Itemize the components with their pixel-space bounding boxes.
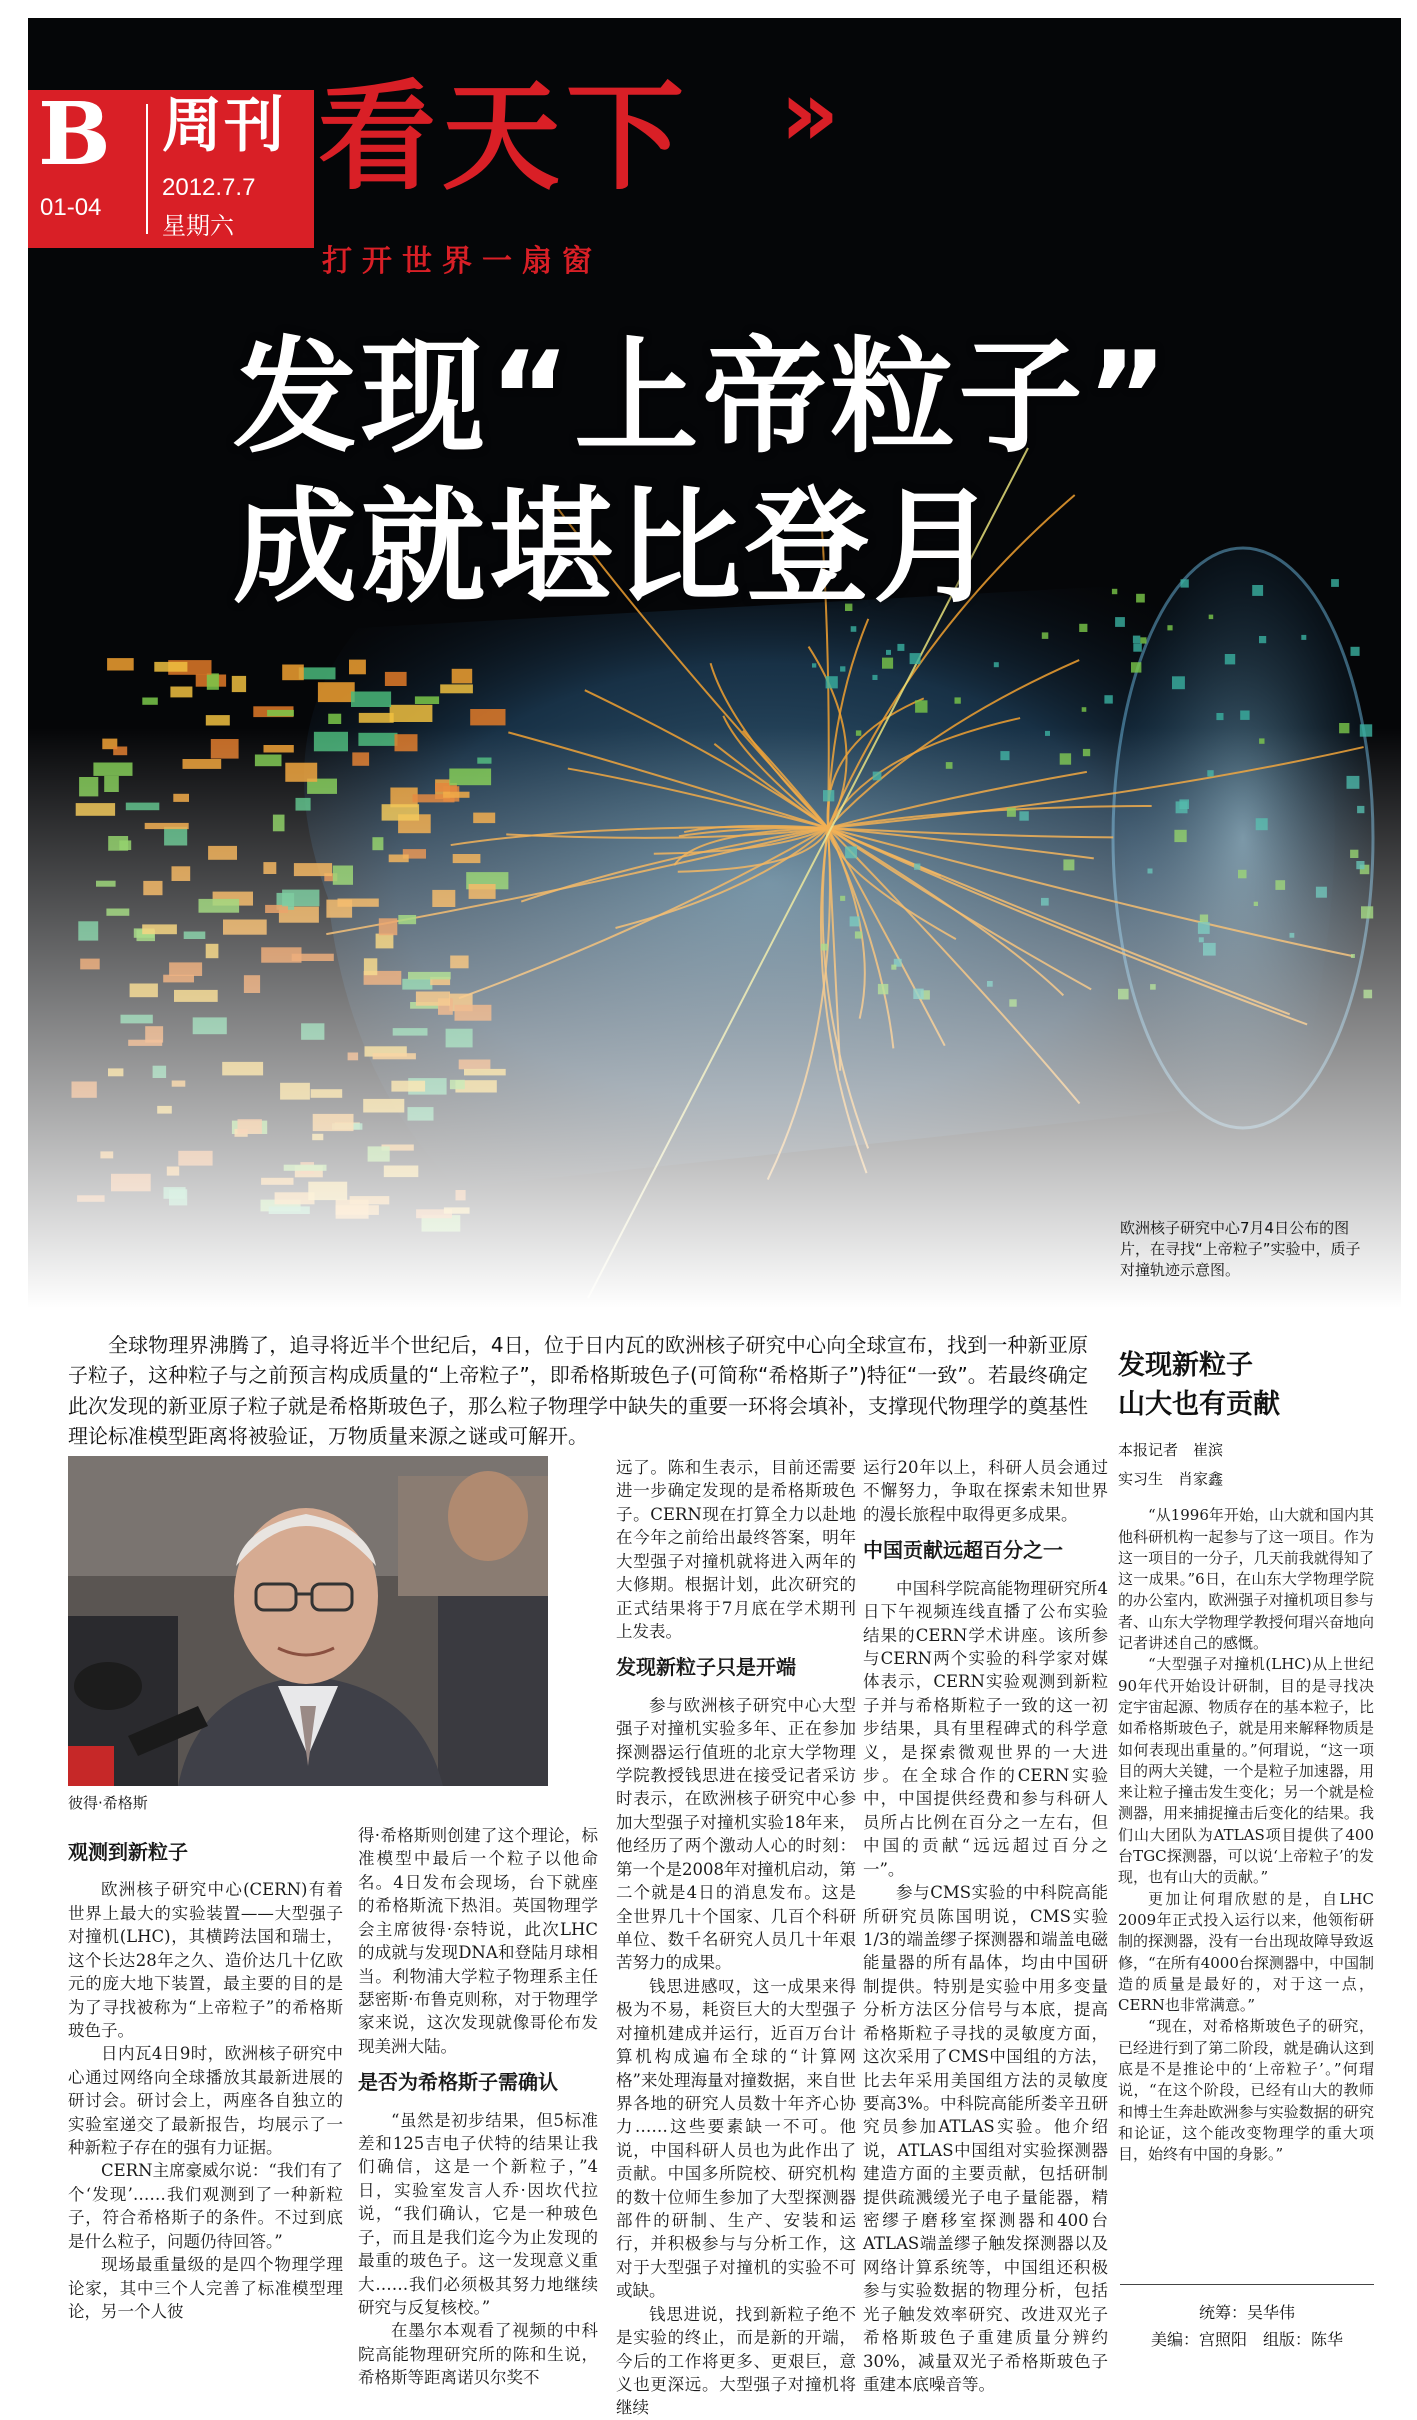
- body-paragraph: 参与CMS实验的中科院高能所研究员陈国明说，CMS实验1/3的端盖缪子探测器和端盖电磁能量器的所有晶体，均由中国研制提供。特别是实验中用多变量分析方法区分信号与本底，提高希格斯粒子寻找的灵敏度方面，这次采用了CMS中国组的方法，比去年采用美国组方法的灵敏度要高3%。中科院高能所娄辛丑研究员参加ATLAS实验。他介绍说，ATLAS中国组对实验探测器建造方面的主要贡献，包括研制提供疏溅缓光子电子量能器，精密缪子磨移室探测器和400台ATLAS端盖缪子触发探测器以及网络计算系统等，中国组还积极参与实验数据的物理分析，包括光子触发效率研究、改进双光子希格斯玻色子重建质量分辨约30%，减量双光子希格斯玻色子重建本底噪音等。: [863, 1883, 1108, 2394]
- publication-name: 周刊: [162, 91, 286, 161]
- body-paragraph: 日内瓦4日9时，欧洲核子研究中心通过网络向全球播放其最新进展的研讨会。研讨会上，两座各自独立的实验室递交了最新报告，均展示了一种新粒子存在的强有力证据。: [68, 2044, 343, 2158]
- body-paragraph-continued: 运行20年以上，科研人员会通过不懈努力，争取在探索未知世界的漫长旅程中取得更多成果。: [863, 1458, 1108, 1524]
- byline-reporter: 本报记者 崔滨: [1118, 1441, 1224, 1460]
- lead-paragraph: 全球物理界沸腾了，追寻将近半个世纪后，4日，位于日内瓦的欧洲核子研究中心向全球宣布，找到一种新亚原子粒子，这种粒子与之前预言构成质量的“上帝粒子”，即希格斯玻色子(可简称“希格斯子”)特征“一致”。若最终确定此次发现的新亚原子粒子就是希格斯玻色子，那么粒子物理学中缺失的重要一环将会填补，支撑现代物理学的奠基性理论标准模型距离将被验证，万物质量来源之谜或可解开。: [68, 1333, 1088, 1449]
- body-paragraph: 参与欧洲核子研究中心大型强子对撞机实验多年、正在参加探测器运行值班的北京大学物理学院教授钱思进在接受记者采访时表示，在欧洲核子研究中心参加大型强子对撞机实验18年来，他经历了两个激动人心的时刻：第一个是2008年对撞机启动，第二个就是4日的消息发布。这是全世界几十个国家、几百个科研单位、数千名研究人员几十年艰苦努力的成果。: [616, 1695, 856, 1973]
- body-paragraph: 在墨尔本观看了视频的中科院高能物理研究所的陈和生说，希格斯等距离诺贝尔奖不: [358, 2321, 598, 2388]
- credit-coordinator: 统筹：吴华伟: [1198, 2303, 1295, 2322]
- body-paragraph: 现场最重量级的是四个物理学理论家，其中三个人完善了标准模型理论，另一个人彼: [68, 2255, 343, 2321]
- sidebar-byline: [1118, 1436, 1374, 1493]
- article-column-2: [358, 1824, 598, 2390]
- masthead-logo: B: [38, 84, 111, 185]
- sidebar-title-line-2: 山大也有贡献: [1118, 1389, 1280, 1421]
- headline-line-1: 发现“上帝粒子”: [233, 326, 1172, 470]
- article-column-1: [68, 1828, 343, 2323]
- sidebar-paragraph: “现在，对希格斯玻色子的研究，已经进行到了第二阶段，就是确认这到底是不是推论中的‘上帝粒子’。”何瑁说，“在这个阶段，已经有山大的教师和博士生奔赴欧洲参与实验数据的研究和论证，这个能改变物理学的重大项目，始终有中国的身影。”: [1118, 2017, 1374, 2164]
- article-column-4: [863, 1456, 1108, 2396]
- page-range: 01-04: [40, 194, 102, 221]
- issue-date: 2012.7.7: [162, 174, 256, 201]
- issue-weekday: 星期六: [162, 212, 234, 240]
- sidebar-title-line-1: 发现新粒子: [1118, 1350, 1253, 1381]
- page-credits: [1120, 2284, 1374, 2353]
- masthead: [28, 84, 314, 248]
- body-paragraph-continued: 远了。陈和生表示，目前还需要进一步确定发现的是希格斯玻色子。CERN现在打算全力以赴地在今年之前给出最终答案，明年大型强子对撞机就将进入两年的大修期。根据计划，此次研究的正式结果将于7月底在学术期刊上发表。: [616, 1458, 856, 1641]
- subheading-observed-new-particle: 观测到新粒子: [68, 1840, 188, 1864]
- newspaper-page: [28, 18, 1401, 2418]
- sidebar-article: [1118, 1346, 1374, 2165]
- body-paragraph: “虽然是初步结果，但5标准差和125吉电子伏特的结果让我们确信，这是一个新粒子，”4日，实验室发言人乔·因坎代拉说，“我们确认，它是一种玻色子，而且是我们迄今为止发现的最重的玻色子。这一发现意义重大……我们必须极其努力地继续研究与反复核校。”: [358, 2110, 598, 2317]
- sidebar-body: [1118, 1505, 1374, 2165]
- body-paragraph: CERN主席豪威尔说：“我们有了个‘发现’……我们观测到了一种新粒子，符合希格斯子的条件。不过到底是什么粒子，问题仍待回答。”: [68, 2161, 343, 2251]
- byline-intern: 实习生 肖家鑫: [1118, 1469, 1224, 1488]
- body-paragraph: 钱思进感叹，这一成果来得极为不易，耗资巨大的大型强子对撞机建成并运行，近百万台计算机构成遍布全球的“计算网格”来处理海量对撞数据，来自世界各地的研究人员数十年齐心协力……这些要素缺一不可。他说，中国科研人员也为此作出了贡献。中国多所院校、研究机构的数十位师生参加了大型探测器部件的研制、生产、安装和运行，并积极参与与分析工作，这对于大型强子对撞机的实验不可或缺。: [616, 1976, 856, 2301]
- sidebar-title: [1118, 1346, 1374, 1424]
- masthead-divider: [146, 104, 148, 234]
- section-mark: »: [780, 60, 840, 167]
- credit-design-layout: 美编：宫照阳 组版：陈华: [1150, 2330, 1343, 2350]
- body-paragraph: 欧洲核子研究中心(CERN)有着世界上最大的实验装置——大型强子对撞机(LHC)，其横跨法国和瑞士，这个长达28年之久、造价达几十亿欧元的庞大地下装置，最主要的目的是为了寻找被称为“上帝粒子”的希格斯玻色子。: [68, 1880, 343, 2040]
- sidebar-paragraph: “大型强子对撞机(LHC)从上世纪90年代开始设计研制，目的是寻找决定宇宙起源、物质存在的基本粒子，比如希格斯玻色子，就是用来解释物质是如何表现出重量的。”何瑁说，“这一项目的两大关键，一个是粒子加速器，用来让粒子撞击发生变化；另一个就是检测器，用来捕捉撞击后变化的结果。我们山大团队为ATLAS项目提供了400台TGC探测器，可以说‘上帝粒子’的发现，也有山大的贡献。”: [1118, 1655, 1374, 1887]
- hero-image: [28, 18, 1401, 1308]
- subheading-higgs-confirmation: 是否为希格斯子需确认: [358, 2070, 558, 2095]
- hero-caption: 欧洲核子研究中心7月4日公布的图片，在寻找“上帝粒子”实验中，质子对撞轨迹示意图。: [1120, 1219, 1361, 1279]
- body-paragraph-continued: 得·希格斯则创建了这个理论，标准模型中最后一个粒子以他命名。4日发布会现场，台下就座的希格斯流下热泪。英国物理学会主席彼得·奈特说，此次LHC的成就与发现DNA和登陆月球相当。利物浦大学粒子物理系主任瑟密斯·布鲁克则称，对于物理学家来说，这次发现就像哥伦布发现美洲大陆。: [358, 1826, 598, 2056]
- section-subtitle: 打开世界一扇窗: [322, 244, 602, 279]
- photo-caption: 彼得·希格斯: [68, 1794, 148, 1812]
- sidebar-paragraph: 更加让何瑁欣慰的是，自LHC 2009年正式投入运行以来，他领衔研制的探测器，没有一台出现故障导致返修，“在所有4000台探测器中，中国制造的质量是最好的，对于这一点，CERN也非常满意。”: [1118, 1889, 1374, 2015]
- section-title: 看天下: [318, 68, 691, 206]
- article-column-3: [616, 1456, 856, 2420]
- subheading-china-contribution: 中国贡献远超百分之一: [863, 1538, 1063, 1563]
- headline-line-2: 成就堪比登月: [233, 476, 1002, 620]
- portrait-image: [68, 1456, 548, 1786]
- subheading-just-the-beginning: 发现新粒子只是开端: [616, 1655, 796, 1680]
- portrait-photo: [68, 1456, 548, 1786]
- sidebar-paragraph: “从1996年开始，山大就和国内其他科研机构一起参与了这一项目。作为这一项目的一分子，几天前我就得知了这一成果。”6日，在山东大学物理学院的办公室内，欧洲强子对撞机项目参与者、山东大学物理学教授何瑁兴奋地向记者讲述自己的感慨。: [1118, 1506, 1374, 1653]
- body-paragraph: 中国科学院高能物理研究所4日下午视频连线直播了公布实验结果的CERN学术讲座。该所参与CERN两个实验的科学家对媒体表示，CERN实验观测到新粒子并与希格斯粒子一致的这一初步结果，具有里程碑式的科学意义，是探索微观世界的一大进步。在全球合作的CERN实验中，中国提供经费和参与科研人员所占比例在百分之一左右，但中国的贡献“远远超过百分之一”。: [863, 1578, 1108, 1879]
- body-paragraph: 钱思进说，找到新粒子绝不是实验的终止，而是新的开端，今后的工作将更多、更艰巨，意义也更深远。大型强子对撞机将继续: [616, 2304, 856, 2418]
